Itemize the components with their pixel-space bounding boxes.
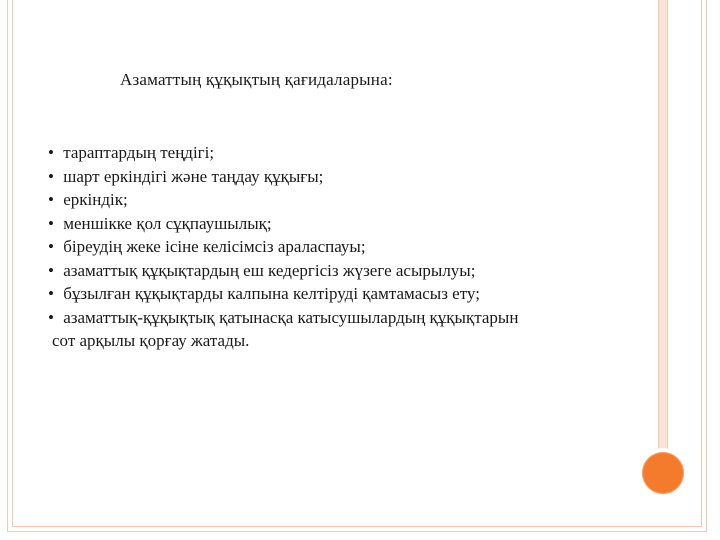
bullet: • bbox=[48, 213, 54, 233]
bullet: • bbox=[48, 260, 54, 280]
list-item-text: тараптардың теңдігі; bbox=[63, 143, 215, 162]
list-item-text: меншікке қол сұқпаушылық; bbox=[63, 213, 272, 233]
bullet: • bbox=[48, 190, 54, 209]
list-item bbox=[48, 212, 628, 236]
list-item-text: азаматтық-құқықтық қатынасқа катысушылардың құқықтарын bbox=[63, 307, 519, 327]
list-item-text: біреудің жеке ісіне келісімсіз араласпауы; bbox=[63, 237, 366, 256]
list-item bbox=[48, 306, 628, 330]
decorative-orange-circle bbox=[642, 452, 684, 494]
list-item-text: еркіндік; bbox=[63, 190, 128, 209]
bullet: • bbox=[48, 166, 54, 186]
list-item bbox=[48, 165, 628, 189]
bullet: • bbox=[48, 284, 54, 303]
list-item-text: шарт еркіндігі және таңдау құқығы; bbox=[63, 166, 324, 186]
side-decorative-band bbox=[658, 0, 668, 450]
list-item bbox=[48, 235, 628, 259]
list-item-continuation: сот арқылы қорғау жатады. bbox=[52, 331, 250, 350]
principles-list bbox=[48, 141, 628, 353]
list-item-text: азаматтық құқықтардың еш кедергісіз жүзеге асырылуы; bbox=[63, 260, 476, 280]
list-item bbox=[48, 141, 628, 165]
bullet: • bbox=[48, 143, 54, 162]
list-item bbox=[48, 259, 628, 283]
bullet: • bbox=[48, 307, 54, 327]
list-item-text: бұзылған құқықтарды калпына келтіруді қамтамасыз ету; bbox=[63, 284, 480, 303]
slide-heading: Азаматтың құқықтың қағидаларына: bbox=[120, 70, 393, 89]
bullet: • bbox=[48, 237, 54, 256]
list-item bbox=[48, 282, 628, 306]
list-item bbox=[48, 188, 628, 212]
